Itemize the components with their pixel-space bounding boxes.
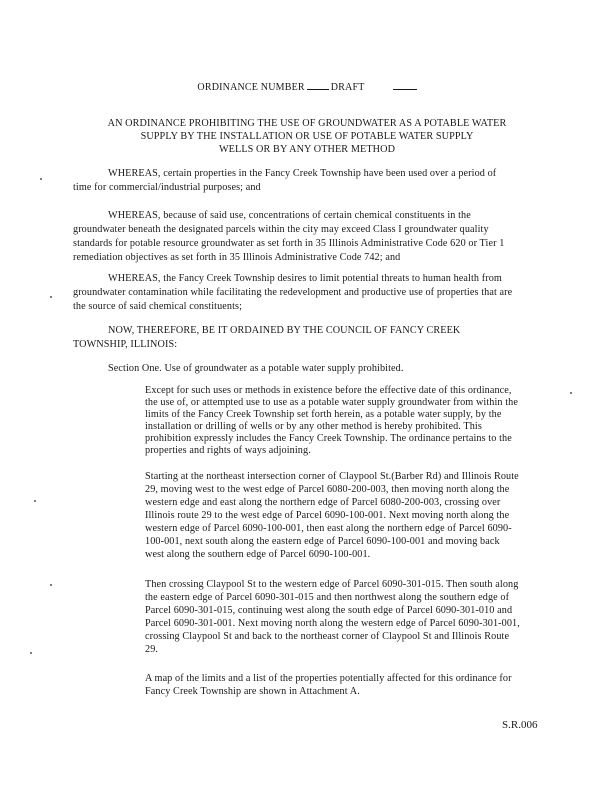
paragraph-3-line: Parcel 6090-301-001. Next moving north along the western edge of Parcel 6090-301-001, bbox=[145, 618, 520, 629]
whereas-3-line: groundwater contamination while facilitating the redevelopment and productive use of properties that are bbox=[73, 287, 513, 298]
paragraph-2-line: 29, moving west to the west edge of Parcel 6080-200-003, then moving north along the bbox=[145, 484, 510, 495]
page-stamp: S.R.006 bbox=[502, 719, 538, 731]
paragraph-2-line: Starting at the northeast intersection corner of Claypool St.(Barber Rd) and Illinois Route bbox=[145, 471, 519, 482]
section-one-heading: Section One. Use of groundwater as a potable water supply prohibited. bbox=[108, 363, 404, 374]
scan-speck bbox=[50, 296, 52, 298]
whereas-1-line: time for commercial/industrial purposes; and bbox=[73, 182, 261, 193]
whereas-2-line: remediation objectives as set forth in 35 Illinois Administrative Code 742; and bbox=[73, 252, 401, 263]
paragraph-3-line: crossing Claypool St and back to the northeast corner of Claypool St and Illinois Route bbox=[145, 631, 510, 642]
ordinance-number-label: ORDINANCE NUMBER bbox=[197, 82, 305, 93]
paragraph-1-line: the use of, or attempted use to use as a potable water supply groundwater from within the bbox=[145, 397, 519, 408]
title-line: WELLS OR BY ANY OTHER METHOD bbox=[218, 144, 396, 155]
paragraph-3-line: 29. bbox=[145, 644, 159, 655]
scan-speck bbox=[570, 392, 572, 394]
whereas-2-line: WHEREAS, because of said use, concentrations of certain chemical constituents in the bbox=[108, 210, 471, 221]
paragraph-4-line: Fancy Creek Township are shown in Attachment A. bbox=[145, 686, 360, 697]
scan-speck bbox=[50, 584, 52, 586]
paragraph-1-line: installation or drilling of wells or by any other method is hereby prohibited. This bbox=[145, 421, 482, 432]
paragraph-2-line: western edge of Parcel 6090-100-001, then east along the northern edge of Parcel 6090- bbox=[145, 523, 512, 534]
whereas-2-line: groundwater beneath the designated parcels within the city may exceed Class I groundwater quality bbox=[73, 224, 489, 235]
title-line: SUPPLY BY THE INSTALLATION OR USE OF POTABLE WATER SUPPLY bbox=[140, 131, 474, 142]
paragraph-2-line: west along the southern edge of Parcel 6090-100-001. bbox=[145, 549, 371, 560]
whereas-1-line: WHEREAS, certain properties in the Fancy Creek Township have been used over a period of bbox=[108, 168, 497, 179]
paragraph-2-line: 100-001, next south along the eastern edge of Parcel 6090-100-001 and moving back bbox=[145, 536, 500, 547]
whereas-3-line: the source of said chemical constituents; bbox=[73, 301, 243, 312]
paragraph-3-line: the eastern edge of Parcel 6090-301-015 and then northwest along the southern edge of bbox=[145, 592, 510, 603]
scan-speck bbox=[40, 178, 42, 180]
paragraph-1-line: properties and rights of ways adjoining. bbox=[145, 445, 311, 456]
draft-blank bbox=[393, 80, 417, 90]
whereas-3-line: WHEREAS, the Fancy Creek Township desires to limit potential threats to human health from bbox=[108, 273, 502, 284]
paragraph-3-line: Then crossing Claypool St to the western edge of Parcel 6090-301-015. Then south along bbox=[145, 579, 519, 590]
paragraph-1-line: prohibition expressly includes the Fancy Creek Township. The ordinance pertains to the bbox=[145, 433, 512, 444]
ordinance-number-blank bbox=[307, 80, 329, 90]
whereas-2-line: standards for potable resource groundwater as set forth in 35 Illinois Administrative Code 620 or Tier 1 bbox=[73, 238, 505, 249]
scan-speck bbox=[34, 500, 36, 502]
ordained-line: NOW, THEREFORE, BE IT ORDAINED BY THE COUNCIL OF FANCY CREEK bbox=[108, 325, 461, 336]
paragraph-4-line: A map of the limits and a list of the properties potentially affected for this ordinance for bbox=[145, 673, 512, 684]
paragraph-2-line: Illinois route 29 to the west edge of Parcel 6090-100-001. Next moving north along the bbox=[145, 510, 510, 521]
draft-label: DRAFT bbox=[330, 82, 365, 93]
scan-speck bbox=[30, 652, 32, 654]
title-line: AN ORDINANCE PROHIBITING THE USE OF GROUNDWATER AS A POTABLE WATER bbox=[107, 118, 507, 129]
paragraph-3-line: Parcel 6090-301-015, continuing west along the south edge of Parcel 6090-301-010 and bbox=[145, 605, 513, 616]
ordinance-number-heading bbox=[0, 80, 614, 94]
ordained-line: TOWNSHIP, ILLINOIS: bbox=[73, 339, 178, 350]
paragraph-1-line: Except for such uses or methods in existence before the effective date of this ordinance, bbox=[145, 385, 512, 396]
paragraph-2-line: western edge and east along the northern edge of Parcel 6080-200-003, crossing over bbox=[145, 497, 501, 508]
paragraph-1-line: limits of the Fancy Creek Township set forth herein, as a potable water supply, by the bbox=[145, 409, 502, 420]
